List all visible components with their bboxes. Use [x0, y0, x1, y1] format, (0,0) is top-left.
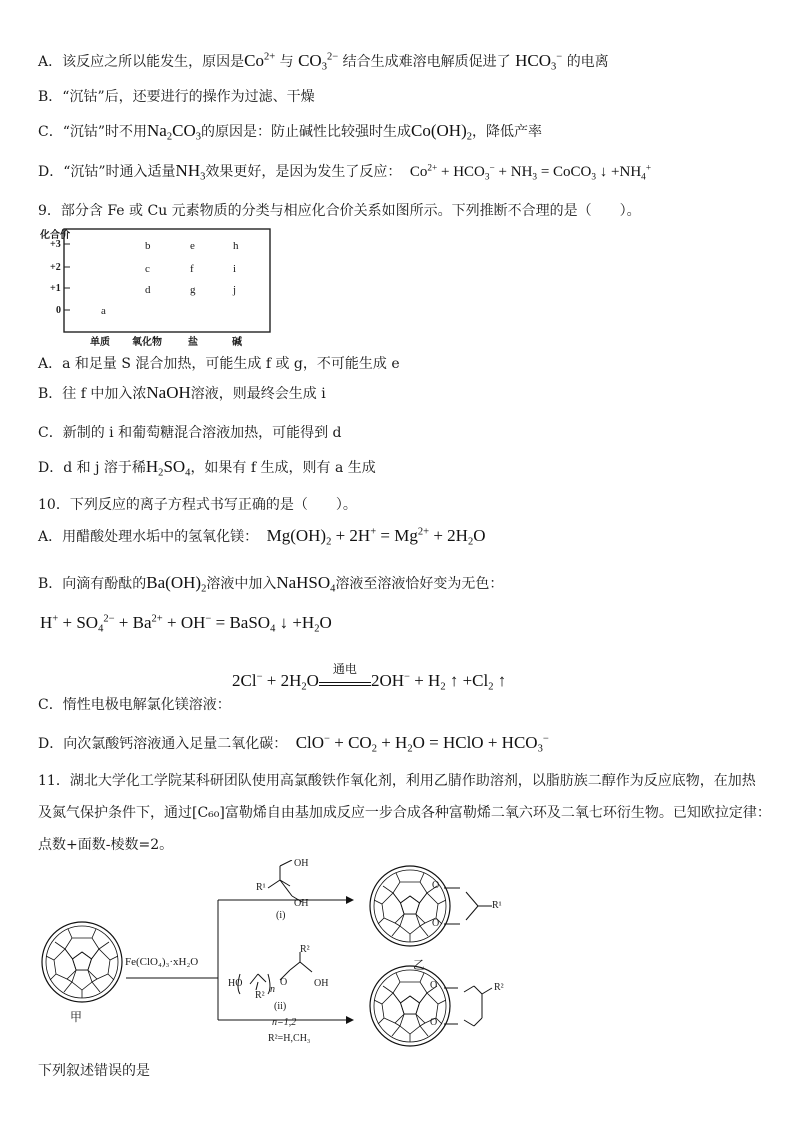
q10-stem: 10．下列反应的离子方程式书写正确的是（ ）。 [38, 497, 357, 513]
q9-option-d: D．d 和 j 溶于稀$H_2SO_4$，如果有 f 生成，则有 a 生成 [38, 457, 376, 479]
y-axis-title: 化合价 [40, 230, 70, 241]
cell-g: g [190, 284, 196, 296]
reagent-label: Fe(ClO₄)₃·xH₂O [125, 956, 199, 968]
q10-option-b: B．向滴有酚酞的$Ba(OH)_2$溶液中加入NaHSO$_4$溶液至溶液恰好变为无色： [38, 573, 504, 595]
q10-option-d: D．向次氯酸钙溶液通入足量二氧化碳： $ClO^- + CO_2 + H_2O$ = HClO + $HCO_3^-$ [38, 733, 549, 755]
cell-e: e [190, 240, 195, 252]
cell-a: a [101, 305, 106, 317]
table-frame [36, 222, 276, 344]
q8-option-c: C．“沉钴”时不用$Na_2CO_3$的原因是：防止碱性比较强时生成$Co(OH)_2$，降低产率 [38, 121, 542, 143]
fullerene-product-1 [370, 866, 450, 946]
q9-stem: 9．部分含 Fe 或 Cu 元素物质的分类与相应化合价关系如图所示。下列推断不合理的是（ ）。 [38, 203, 641, 219]
label-jia: 甲 [70, 1010, 83, 1024]
diol-oh-bottom: OH [294, 898, 309, 909]
tick-zero: 0 [56, 305, 61, 316]
glycol-ho: HO [228, 978, 243, 989]
fullerene-product-2 [370, 966, 450, 1046]
product1-r1: R¹ [492, 900, 502, 911]
product2-o-bottom: O [430, 1017, 438, 1028]
electrolysis-condition: 通电 [332, 662, 357, 676]
glycol-r2-top: R² [300, 944, 310, 955]
x-label-base: 碱 [232, 337, 242, 348]
product1-o-bottom: O [432, 918, 440, 929]
glycol-o: O [280, 977, 288, 988]
q9-option-b: B．往 f 中加入浓NaOH溶液，则最终会生成 i [38, 383, 326, 402]
cell-h: h [233, 240, 239, 252]
q10-option-c: C．惰性电极电解氯化镁溶液： [38, 697, 231, 713]
r2-value-label: R²=H,CH₃ [268, 1033, 311, 1044]
cell-f: f [190, 263, 194, 275]
q8-option-a: A．该反应之所以能发生，原因是$Co^{2+}$ 与 $CO_3^{2-}$ 结合生成难溶电解质促进了 $HCO_3^-$ 的电离 [38, 51, 609, 73]
glycol-n: n [270, 984, 275, 995]
route-i-label: (i) [276, 910, 286, 921]
q11-stem-line1: 11．湖北大学化工学院某科研团队使用高氯酸铁作氧化剂，利用乙腈作助溶剂，以脂肪族二醇作为反应底物，在加热 [38, 773, 756, 789]
cell-b: b [145, 240, 151, 252]
x-label-salt: 盐 [188, 337, 198, 348]
product1-o-top: O [432, 880, 440, 891]
tick-plus2: +2 [50, 262, 61, 273]
product2-r2: R² [494, 982, 504, 993]
cell-i: i [233, 263, 237, 275]
q10-c-equation: $2Cl^- + 2H_2O$ 通电 $2OH^- + H_2$ ↑ $+Cl_2$ ↑ [232, 662, 507, 693]
cell-d: d [145, 284, 151, 296]
q8-option-d: D．“沉钴”时通入适量$NH_3$效果更好，是因为发生了反应： $Co^{2+} + HCO_3^- + NH_3$ = CoCO$_3$ ↓ $+NH_4^+$ [38, 161, 652, 183]
glycol-oh: OH [314, 978, 329, 989]
q9-option-c: C．新制的 i 和葡萄糖混合溶液加热，可能得到 d [38, 425, 342, 441]
diol-oh-top: OH [294, 858, 309, 869]
q11-stem-line2: 及氮气保护条件下，通过[C₆₀]富勒烯自由基加成反应一步合成各种富勒烯二氧六环及二氧七环衍生物。已知欧拉定律： [38, 805, 771, 821]
n-value-label: n=1,2 [272, 1017, 297, 1028]
q9-option-a: A．a 和足量 S 混合加热，可能生成 f 或 g，不可能生成 e [38, 356, 400, 372]
q10-b-equation: $H^+ + SO_4^{2-} + Ba^{2+} + OH^-$ = BaSO$_4$ ↓ $+H_2O$ [40, 613, 332, 635]
q8-option-b: B．“沉钴”后，还要进行的操作为过滤、干燥 [38, 89, 315, 105]
product2-o-top: O [430, 980, 438, 991]
route-ii-label: (ii) [274, 1001, 287, 1012]
q11-stem-line3: 点数+面数-棱数=2。 [38, 837, 174, 853]
glycol-r2-bottom: R² [255, 990, 265, 1001]
cell-c: c [145, 263, 150, 275]
x-label-oxide: 氧化物 [132, 337, 162, 348]
cell-j: j [233, 284, 237, 296]
label-yi: 乙 [413, 958, 426, 972]
q11-question: 下列叙述错误的是 [38, 1063, 150, 1079]
q10-option-a: A．用醋酸处理水垢中的氢氧化镁： $Mg(OH)_2 + 2H^+ = Mg^{2+} + 2H_2O$ [38, 526, 486, 548]
tick-plus3: +3 [50, 239, 61, 250]
fullerene-jia [42, 922, 122, 1002]
diol-r1: R¹ [256, 882, 266, 893]
tick-plus1: +1 [50, 283, 61, 294]
x-label-elemental: 单质 [90, 337, 110, 348]
